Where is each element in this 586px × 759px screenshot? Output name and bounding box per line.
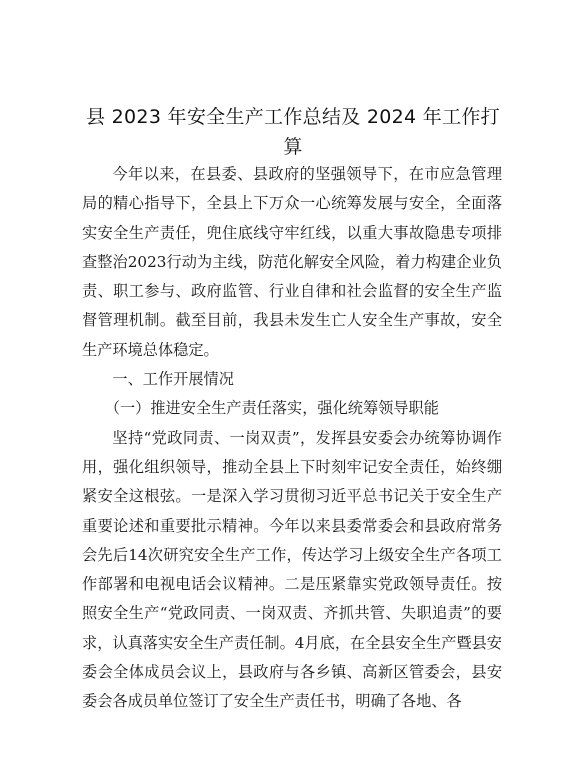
document-body	[82, 160, 502, 717]
document-title: 县 2023 年安全生产工作总结及 2024 年工作打算	[86, 106, 500, 158]
body-paragraph: 坚持“党政同责、一岗双责”，发挥县安委会办统筹协调作用，强化组织领导，推动全县上下时刻牢记安全责任，始终绷紧安全这根弦。一是深入学习贯彻习近平总书记关于安全生产重要论述和重要批示精神。今年以来县委常委会和县政府常务会先后14次研究安全生产工作，传达学习上级安全生产各项工作部署和电视电话会议精神。二是压紧靠实党政领导责任。按照安全生产“党政同责、一岗双责、齐抓共管、失职追责”的要求，认真落实安全生产责任制。4月底，在全县安全生产暨县安委会全体成员会议上，县政府与各乡镇、高新区管委会，县安委会各成员单位签订了安全生产责任书，明确了各地、各	[82, 428, 502, 711]
intro-paragraph: 今年以来，在县委、县政府的坚强领导下，在市应急管理局的精心指导下，全县上下万众一心统筹发展与安全，全面落实安全生产责任，兜住底线守牢红线，以重大事故隐患专项排查整治2023行动为主线，防范化解安全风险，着力构建企业负责、职工参与、政府监管、行业自律和社会监督的安全生产监督管理机制。截至目前，我县未发生亡人安全生产事故，安全生产环境总体稳定。	[82, 165, 502, 359]
section-heading: 一、工作开展情况	[112, 370, 234, 389]
subsection-heading: （一）推进安全生产责任落实，强化统筹领导职能	[104, 399, 439, 418]
